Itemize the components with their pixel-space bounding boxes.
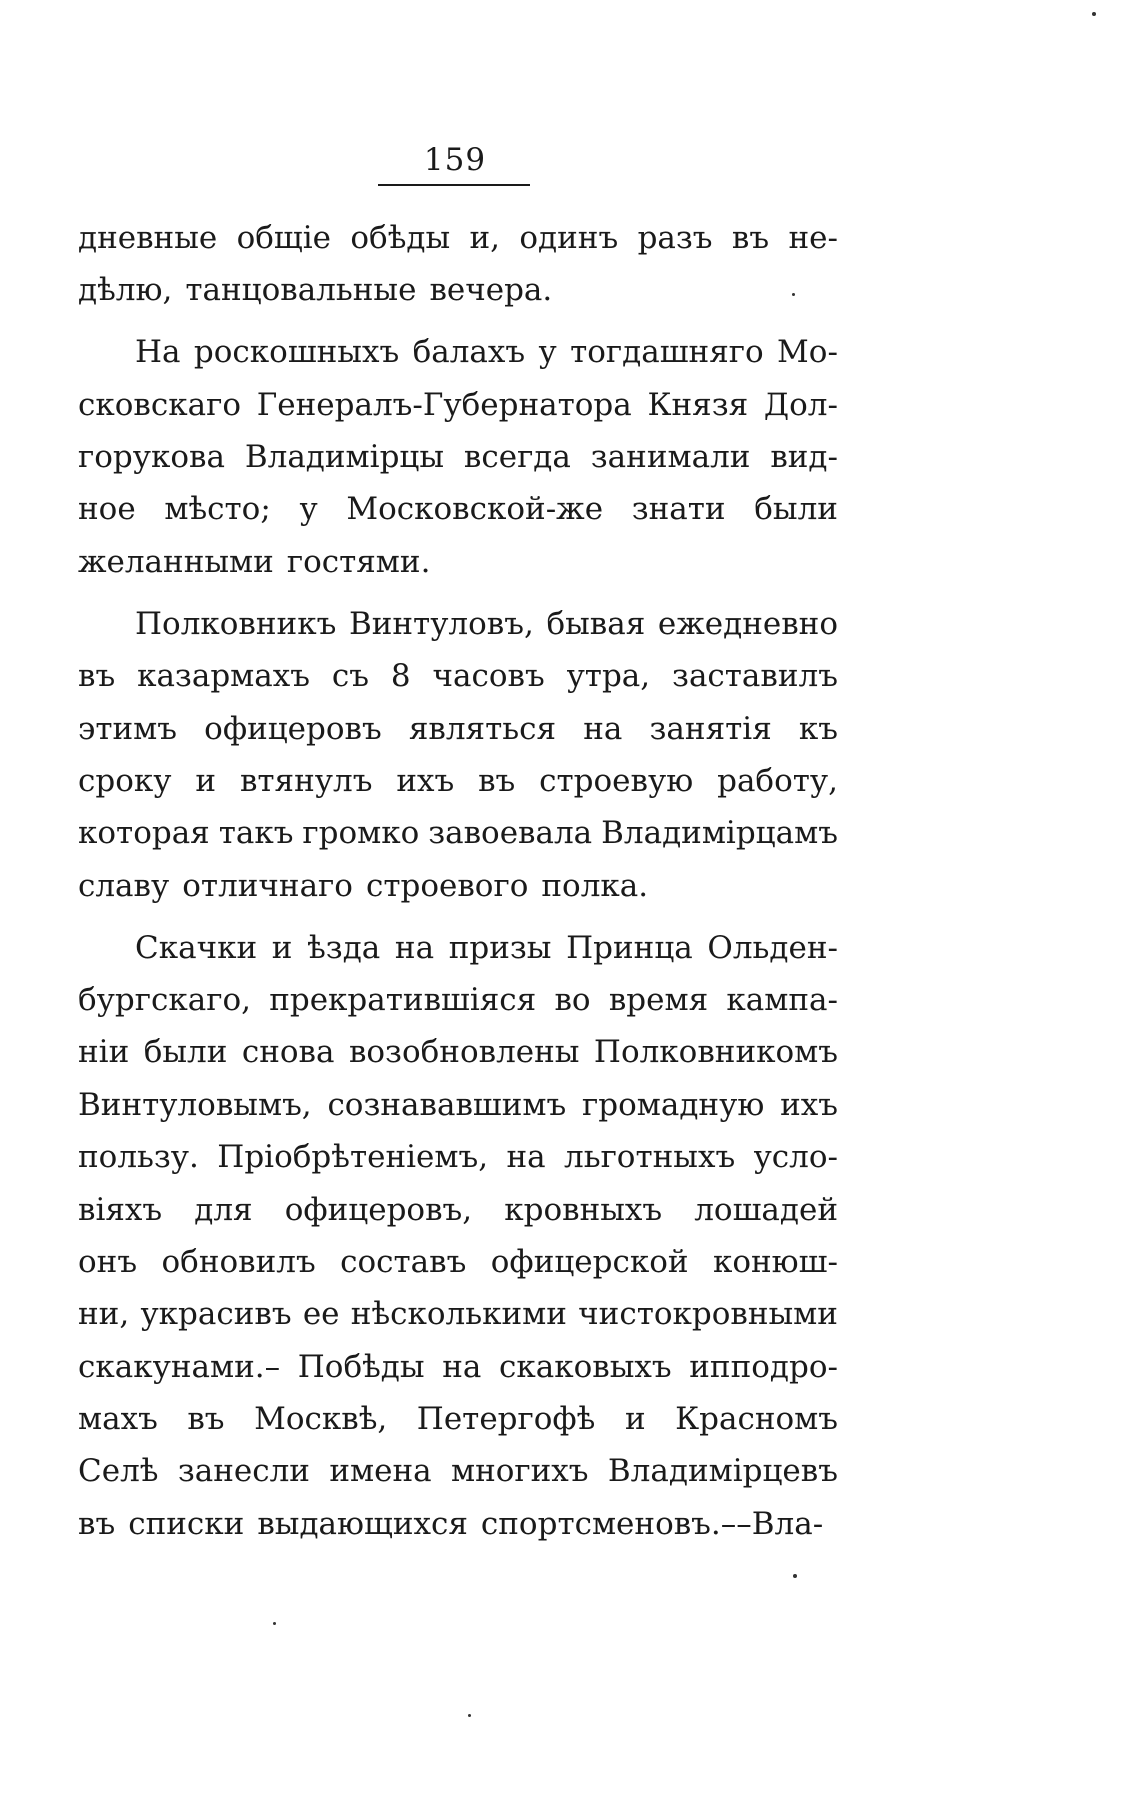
- word: на: [442, 1348, 482, 1385]
- word: разъ: [637, 220, 713, 256]
- word: скаковыхъ: [499, 1348, 672, 1385]
- text-line: [78, 1026, 838, 1078]
- word: офицеровъ: [204, 710, 382, 747]
- word: онъ: [78, 1243, 138, 1280]
- word: Селѣ: [78, 1453, 159, 1490]
- text-line: [78, 807, 838, 859]
- word: горукова: [78, 439, 225, 476]
- word: завоевала: [428, 815, 593, 852]
- word: спортсменовъ.––Вла-: [480, 1505, 824, 1542]
- word: громадную: [582, 1086, 765, 1123]
- text-line: [78, 650, 838, 702]
- word: Винтуловымъ,: [78, 1086, 312, 1123]
- word: одинъ: [519, 220, 619, 256]
- word: списки: [128, 1505, 245, 1542]
- word: Владимірцевъ: [607, 1453, 838, 1490]
- word: Красномъ: [675, 1401, 838, 1438]
- word: въ: [478, 762, 516, 799]
- word: ихъ: [396, 762, 455, 799]
- word: ее: [302, 1296, 340, 1333]
- word: льготныхъ: [564, 1139, 736, 1176]
- word: часовъ: [432, 658, 545, 695]
- word: Пріобрѣтеніемъ,: [217, 1139, 489, 1176]
- word: занесли: [177, 1453, 310, 1490]
- word: утра,: [566, 658, 651, 695]
- word: имена: [329, 1453, 432, 1490]
- word: были: [754, 491, 838, 528]
- word: желанными: [78, 543, 274, 580]
- page-number-rule: [378, 184, 530, 186]
- word: съ: [331, 658, 369, 695]
- word: бывая: [546, 605, 646, 642]
- word: и: [195, 762, 217, 799]
- word: снова: [241, 1034, 335, 1071]
- word: казармахъ: [137, 658, 310, 695]
- text-line: [78, 1288, 838, 1340]
- word: у: [538, 334, 557, 371]
- word: въ: [187, 1401, 225, 1438]
- word: 8: [390, 658, 411, 695]
- word: возобновлены: [348, 1034, 580, 1071]
- text-line: [78, 974, 838, 1026]
- word: въ: [78, 1505, 116, 1542]
- text-line: [78, 1079, 838, 1131]
- word: Владимірцы: [244, 439, 445, 476]
- word: Дол-: [763, 386, 838, 423]
- text-line: [78, 598, 838, 650]
- word: махъ: [78, 1401, 158, 1438]
- scan-speck: [273, 1622, 276, 1625]
- body-text: [78, 212, 838, 1550]
- word: время: [608, 981, 709, 1018]
- word: Князя: [647, 386, 749, 423]
- word: вечера.: [429, 272, 553, 309]
- word: строевого: [365, 867, 529, 904]
- word: громко: [302, 815, 420, 852]
- word: многихъ: [450, 1453, 589, 1490]
- word: конюш-: [712, 1243, 838, 1280]
- word: Полковникомъ: [593, 1034, 838, 1071]
- text-line: [78, 922, 838, 974]
- word: роскошныхъ: [193, 334, 400, 371]
- word: сознававшимъ: [327, 1086, 567, 1123]
- word: ежедневно: [657, 605, 838, 642]
- text-line: [78, 1131, 838, 1183]
- word: и,: [469, 220, 501, 256]
- word: полка.: [541, 867, 649, 904]
- text-line: [78, 483, 838, 535]
- word: Полковникъ: [135, 605, 337, 642]
- word: обновилъ: [161, 1243, 316, 1280]
- text-line: [78, 1184, 838, 1236]
- word: Мо-: [777, 334, 838, 371]
- word: втянулъ: [239, 762, 373, 799]
- word: Принца: [566, 929, 693, 966]
- word: въ: [731, 220, 770, 256]
- word: вид-: [770, 439, 838, 476]
- text-line: [78, 1341, 838, 1393]
- word: на: [394, 929, 435, 966]
- word: общіе: [236, 220, 332, 256]
- word: Московской-же: [346, 491, 604, 528]
- text-line: [78, 1445, 838, 1497]
- word: ное: [78, 491, 136, 528]
- word: Владимірцамъ: [601, 815, 838, 852]
- word: балахъ: [412, 334, 526, 371]
- word: кровныхъ: [504, 1191, 663, 1228]
- word: на: [506, 1139, 546, 1176]
- word: скакунами.–: [78, 1348, 281, 1385]
- word: занятія: [649, 710, 772, 747]
- word: составъ: [340, 1243, 467, 1280]
- word: были: [143, 1034, 228, 1071]
- text-line: [78, 379, 838, 431]
- word: мѣсто;: [164, 491, 271, 528]
- word: у: [299, 491, 318, 528]
- scan-speck: [468, 1714, 471, 1717]
- text-line: [78, 326, 838, 378]
- word: На: [135, 334, 181, 371]
- word: такъ: [218, 815, 294, 852]
- word: Генералъ-Губернатора: [256, 386, 632, 423]
- word: Побѣды: [297, 1348, 425, 1385]
- word: офицеровъ,: [284, 1191, 473, 1228]
- word: и: [271, 929, 293, 966]
- text-line: [78, 1236, 838, 1288]
- word: нѣсколькими: [350, 1296, 567, 1333]
- word: украсивъ: [140, 1296, 292, 1333]
- word: славу: [78, 867, 170, 904]
- text-line: [78, 212, 838, 264]
- text-line: [78, 1393, 838, 1445]
- scan-speck: [1092, 12, 1096, 16]
- word: ніи: [78, 1034, 130, 1071]
- word: пользу.: [78, 1139, 199, 1176]
- word: Ольден-: [707, 929, 838, 966]
- word: которая: [78, 815, 210, 852]
- text-line: [78, 536, 838, 588]
- word: офицерской: [490, 1243, 689, 1280]
- word: прекратившіяся: [269, 981, 537, 1018]
- word: віяхъ: [78, 1191, 163, 1228]
- word: дневные: [78, 220, 218, 256]
- word: танцовальные: [185, 272, 417, 309]
- word: обѣды: [350, 220, 451, 256]
- word: усло-: [753, 1139, 838, 1176]
- word: строевую: [539, 762, 694, 799]
- word: ѣзда: [307, 929, 381, 966]
- word: знати: [631, 491, 726, 528]
- word: кампа-: [726, 981, 838, 1018]
- text-line: [78, 703, 838, 755]
- word: для: [194, 1191, 253, 1228]
- text-line: [78, 1498, 838, 1550]
- word: ипподро-: [689, 1348, 838, 1385]
- word: занимали: [590, 439, 751, 476]
- text-line: [78, 860, 838, 912]
- text-line: [78, 264, 838, 316]
- word: бургскаго,: [78, 981, 251, 1018]
- text-line: [78, 431, 838, 483]
- word: чистокровными: [578, 1296, 838, 1333]
- word: во: [554, 981, 591, 1018]
- word: Винтуловъ,: [348, 605, 534, 642]
- word: сковскаго: [78, 386, 241, 423]
- word: къ: [798, 710, 838, 747]
- word: ни,: [78, 1296, 130, 1333]
- word: работу,: [717, 762, 838, 799]
- word: являться: [408, 710, 557, 747]
- text-line: [78, 755, 838, 807]
- word: Петергофѣ: [416, 1401, 596, 1438]
- word: отличнаго: [182, 867, 353, 904]
- word: Скачки: [135, 929, 258, 966]
- word: не-: [788, 220, 838, 256]
- word: Москвѣ,: [254, 1401, 388, 1438]
- word: этимъ: [78, 710, 178, 747]
- word: тогдашняго: [570, 334, 764, 371]
- word: ихъ: [780, 1086, 838, 1123]
- page-number: 159: [423, 142, 487, 178]
- word: на: [583, 710, 623, 747]
- scan-speck: [792, 293, 795, 296]
- word: всегда: [463, 439, 571, 476]
- word: лошадей: [694, 1191, 838, 1228]
- word: призы: [448, 929, 552, 966]
- word: гостями.: [286, 543, 431, 580]
- word: и: [624, 1401, 646, 1438]
- word: заставилъ: [672, 658, 838, 695]
- word: дѣлю,: [78, 272, 173, 309]
- word: сроку: [78, 762, 172, 799]
- word: въ: [78, 658, 116, 695]
- scan-speck: [793, 1574, 797, 1578]
- word: выдающихся: [257, 1505, 468, 1542]
